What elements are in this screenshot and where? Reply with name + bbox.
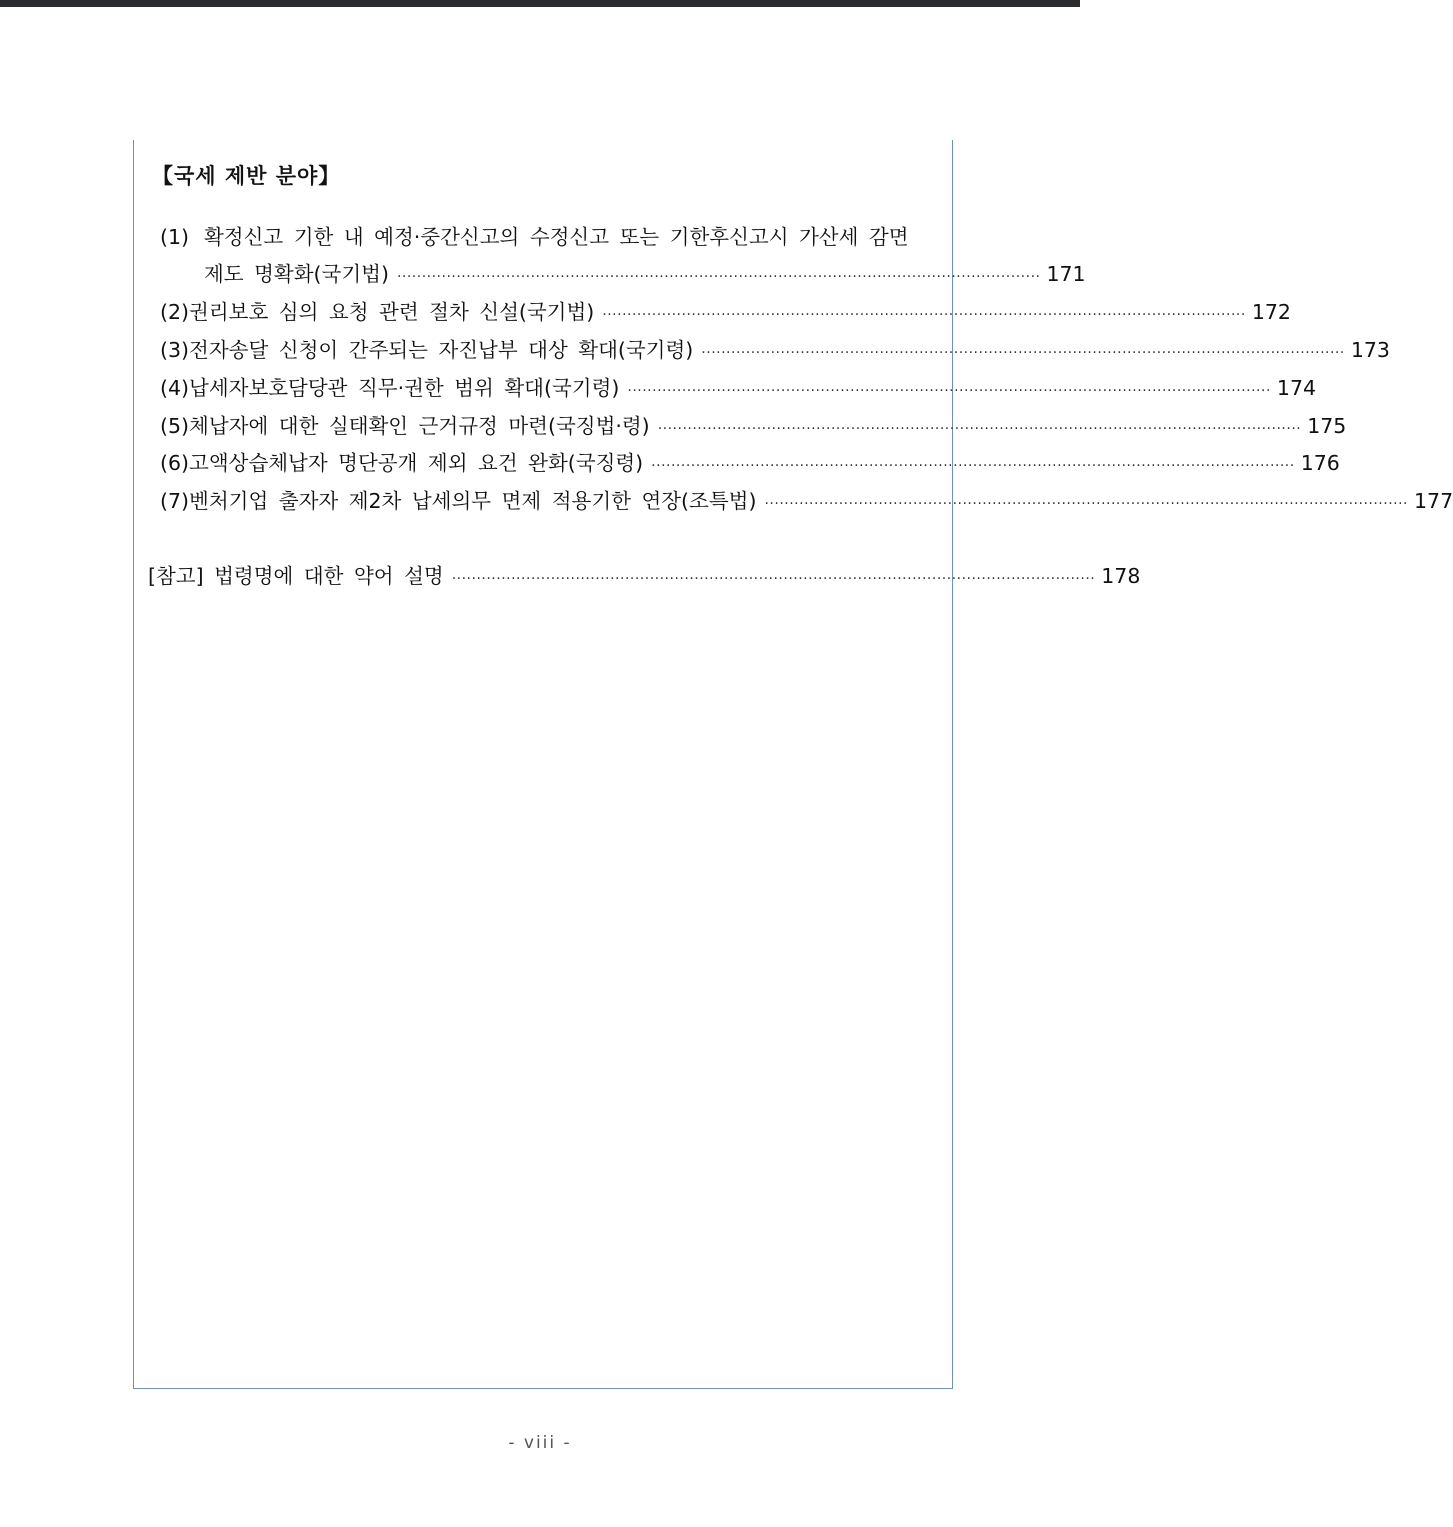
toc-item-4[interactable] (160, 373, 1317, 403)
toc-item-number: (5) (160, 414, 190, 438)
toc-item-5[interactable] (160, 411, 1347, 441)
top-bar (0, 0, 1080, 7)
toc-page-number: 171 (1046, 262, 1086, 286)
toc-item-label: 납세자보호담당관 직무·권한 범위 확대(국기령) (189, 376, 620, 400)
toc-item-2[interactable] (160, 297, 1291, 327)
toc-page-number: 174 (1276, 376, 1317, 400)
leader-dots: ·································································································································· (764, 496, 1408, 512)
toc-reference-item[interactable] (148, 561, 1141, 591)
toc-item-number: (2) (160, 300, 190, 324)
toc-item-label: 벤처기업 출자자 제2차 납세의무 면제 적용기한 연장(조특법) (189, 489, 757, 513)
toc-item-number: (1) (160, 225, 190, 249)
leader-dots: ·································································································································· (701, 345, 1345, 361)
toc-item-label: 체납자에 대한 실태확인 근거규정 마련(국징법·령) (189, 414, 650, 438)
toc-item-7[interactable] (160, 486, 1453, 516)
toc-page-number: 176 (1300, 451, 1340, 475)
toc-item-3[interactable] (160, 335, 1390, 365)
toc-item-label: 전자송달 신청이 간주되는 자진납부 대상 확대(국기령) (189, 338, 694, 362)
toc-page-number: 178 (1101, 564, 1141, 588)
toc-page-number: 173 (1350, 338, 1390, 362)
leader-dots: ·································································································································· (396, 269, 1041, 285)
toc-item-1-continued[interactable] (204, 259, 1086, 289)
toc-page-number: 172 (1251, 300, 1291, 324)
section-title: 【국세 제반 분야】 (152, 164, 341, 188)
leader-dots: ·································································································································· (627, 383, 1271, 399)
leader-dots: ·································································································································· (602, 307, 1246, 323)
leader-dots: ·································································································································· (451, 571, 1096, 587)
page-footer-number: - viii - (508, 1433, 572, 1453)
leader-dots: ·································································································································· (657, 421, 1302, 437)
toc-item-label: 고액상습체납자 명단공개 제외 요건 완화(국징령) (189, 451, 644, 475)
toc-item-label: 확정신고 기한 내 예정·중간신고의 수정신고 또는 기한후신고시 가산세 감면 (204, 225, 909, 249)
toc-page-number: 175 (1307, 414, 1347, 438)
toc-item-number: (3) (160, 338, 190, 362)
toc-item-number: (6) (160, 451, 190, 475)
toc-item-6[interactable] (160, 448, 1340, 478)
toc-item-1[interactable] (160, 222, 943, 252)
toc-item-label: 권리보호 심의 요청 관련 절차 신설(국기법) (189, 300, 595, 324)
toc-page-number: 177 (1414, 489, 1453, 513)
toc-item-number: (7) (160, 489, 190, 513)
toc-item-number: (4) (160, 376, 190, 400)
toc-item-label: 제도 명확화(국기법) (204, 262, 389, 286)
leader-dots: ·································································································································· (651, 458, 1295, 474)
toc-item-label: [참고] 법령명에 대한 약어 설명 (148, 564, 444, 588)
